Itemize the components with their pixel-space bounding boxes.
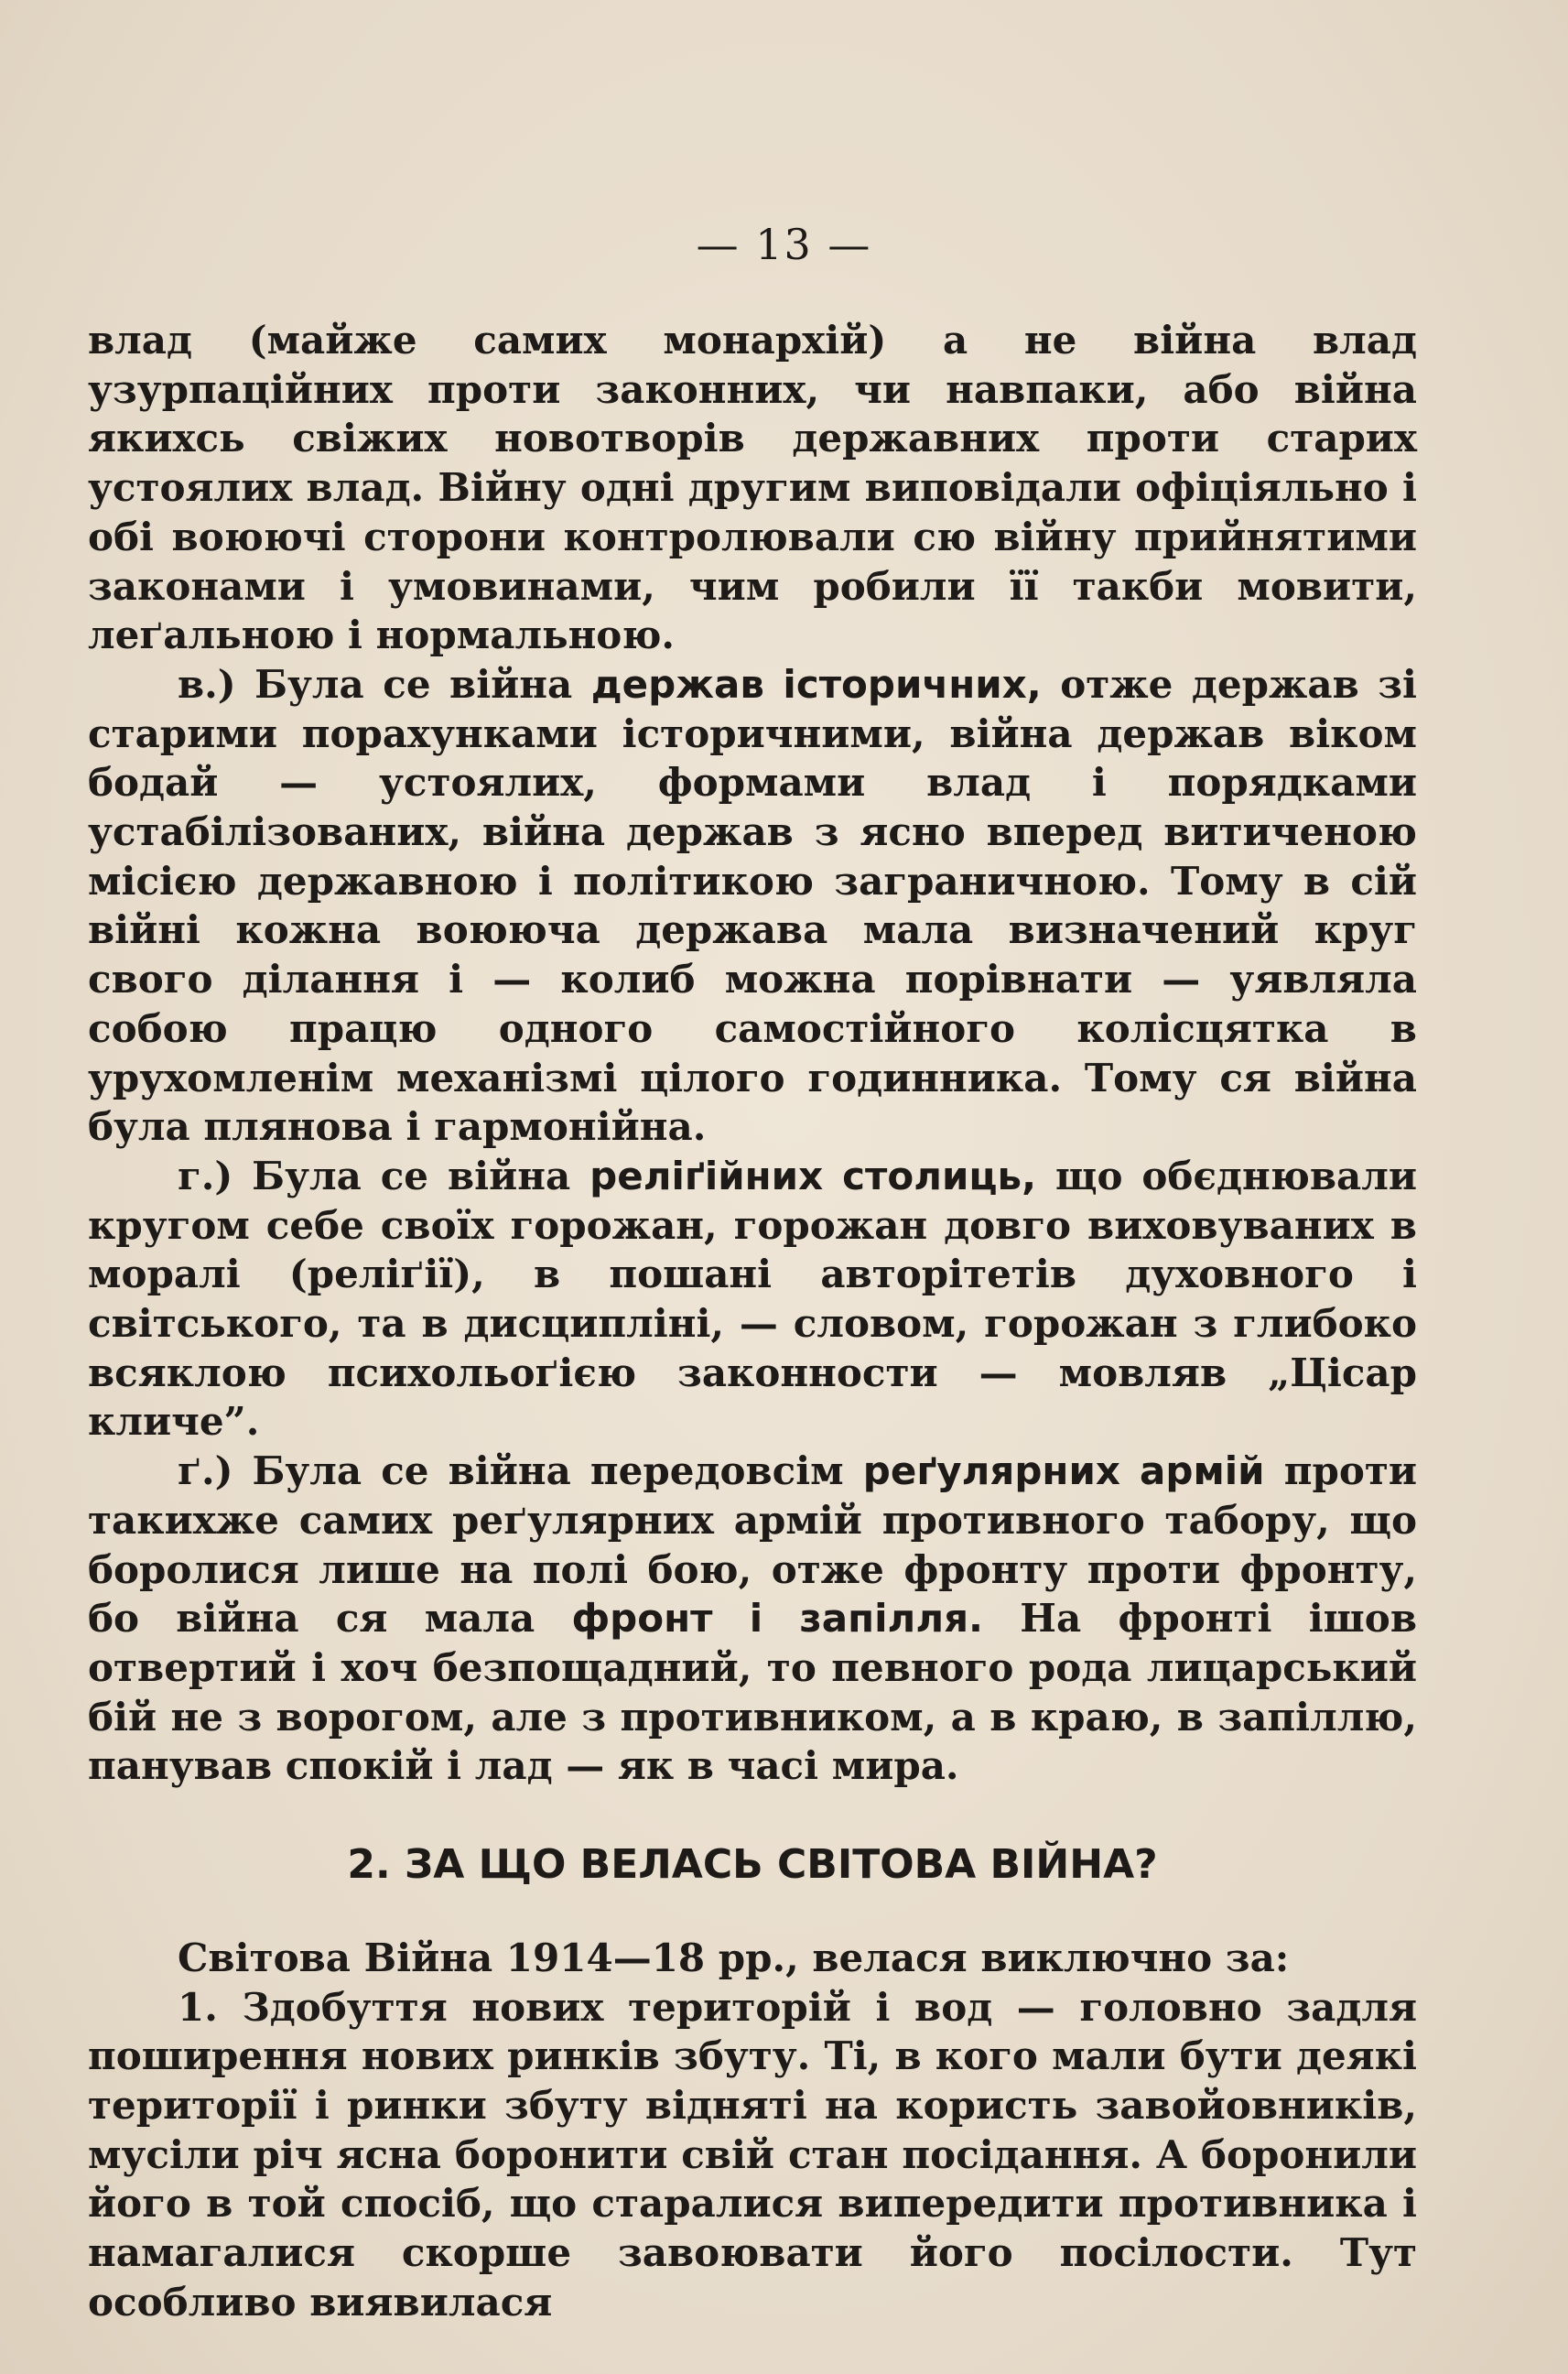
page-text [88, 316, 1417, 2326]
paragraph-g-bold-2: фронт і запілля. [571, 1596, 984, 1642]
paragraph-continuation: влад (майже самих монархій) а не війна влад узурпаційних проти законних, чи навпаки, або війна якихсь свіжих новотворів державних проти старих устоялих влад. Війну одні другим виповідали офіціяльно і обі воюючі сторони контролювали сю війну прийнятими законами і умовинами, чим робили її такби мовити, леґальною і нормальною. [88, 318, 1417, 658]
paragraph-h-bold: реліґійних столиць, [589, 1153, 1037, 1198]
paragraph-item-1: 1. Здобуття нових територій і вод — головно задля поширення нових ринків збуту. Ті, в кого мали бути деякі території і ринки збуту відняті на користь завойовників, мусіли річ ясна боронити свій стан посідання. А боронили його в той спосіб, що старалися випередити противника і намагалися скорше завоювати його посілости. Тут особливо виявилася [88, 1984, 1417, 2325]
paragraph-v-rest: отже держав зі старими порахунками історичними, війна держав віком бодай — устоялих, формами влад і порядками устабілізованих, війна держав з ясно вперед витиченою місією державною і політикою заграничною. Тому в сій війні кожна воююча держава мала визначений круг свого ділання і — колиб можна порівнати — уявляла собою працю одного самостійного колісцятка в урухомленім механізмі цілого годинника. Тому ся війна була плянова і гармонійна. [88, 661, 1417, 1150]
paragraph-g-middle: проти такихже самих реґулярних армій противного табору, що боролися лише на полі бою, отже фронту проти фронту, бо війна ся мала [88, 1448, 1418, 1642]
paragraph-g-bold-1: реґулярних армій [862, 1448, 1265, 1494]
page-number: — 13 — [696, 220, 872, 269]
paragraph-v-bold: держав історичних, [590, 661, 1042, 707]
paragraph-v [88, 660, 1417, 1152]
paragraph-g-text: ґ.) Була се війна передовсім [178, 1448, 863, 1494]
paragraph-intro: Світова Війна 1914—18 рр., велася виключно за: [178, 1935, 1290, 1980]
paragraph-h-text: г.) Була се війна [178, 1153, 590, 1198]
paragraph-v-text: в.) Була се війна [178, 661, 591, 707]
paragraph-h-rest: що обєднювали кругом себе своїх горожан, горожан довго виховуваних в моралі (реліґії), в пошані авторітетів духовного і світського, та в дисципліні, — словом, горожан з глибоко всяклою психольоґією законности — мовляв „Цісар кличе”. [88, 1153, 1417, 1445]
paragraph-g [88, 1447, 1417, 1791]
paragraph-g-rest: На фронті ішов отвертий і хоч безпощадний, то певного рода лицарський бій не з ворогом, але з противником, а в краю, в запіллю, панував спокій і лад — як в часі мира. [88, 1596, 1418, 1789]
paragraph-h [88, 1152, 1417, 1447]
section-heading: 2. ЗА ЩО ВЕЛАСЬ СВІТОВА ВІЙНА? [347, 1841, 1158, 1889]
